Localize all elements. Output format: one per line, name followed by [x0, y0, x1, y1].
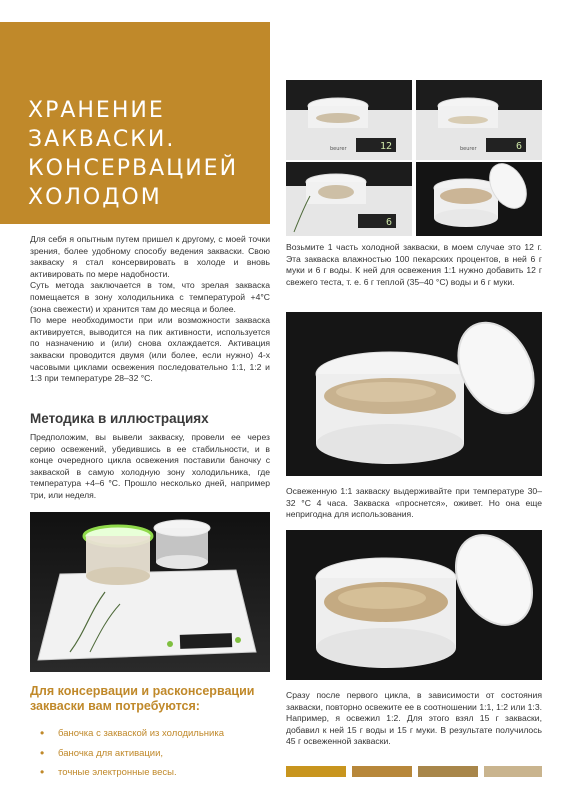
- title-line-2: ЗАКВАСКИ.: [28, 127, 176, 152]
- intro-paragraph-3: По мере необходимости при или возможности закваска активируется, выводится на пик активности, используется по назначению и (или) снова охлаждается. Активация закваски проводится двумя (или более, если нужно) 4-х часовыми циклами освежения последовательно 1:1, 1:2 и 1:3 при температуре 28–32 °С.: [30, 315, 270, 384]
- photo-c-illustration: [286, 162, 412, 236]
- intro-text: [30, 234, 270, 385]
- photo-b-illustration: [416, 80, 542, 160]
- color-swatch: [418, 766, 478, 777]
- title-line-1: ХРАНЕНИЕ: [28, 98, 165, 123]
- photo-refreshed-starter: [286, 312, 542, 476]
- title-line-3: КОНСЕРВАЦИЕЙ: [28, 156, 239, 181]
- scale-display-c: 6: [385, 217, 392, 228]
- scale-brand-b: beurer: [460, 146, 477, 152]
- photo-scale-reading-c: [286, 162, 412, 236]
- title-line-4: ХОЛОДОМ: [28, 185, 162, 210]
- needs-heading-line-2: закваски вам потребуются:: [30, 699, 200, 713]
- color-swatch: [352, 766, 412, 777]
- photo-scale-illustration: [30, 512, 270, 672]
- color-swatch: [286, 766, 346, 777]
- photo-scale-with-jars: [30, 512, 270, 672]
- photo-second-refresh: [286, 530, 542, 680]
- needs-list: [40, 724, 224, 783]
- needs-heading-line-1: Для консервации и расконсервации: [30, 684, 255, 698]
- scale-display-b: 6: [515, 141, 522, 152]
- photo-scale-reading-b: [416, 80, 542, 160]
- intro-paragraph-1: Для себя я опытным путем пришел к другому, с моей точки зрения, более удобному способу ведения закваски. Свою закваску я стал консервировать в холоде и вновь активировать по мере надобности.: [30, 234, 270, 279]
- color-swatch: [484, 766, 542, 777]
- caption-3: Сразу после первого цикла, в зависимости от состояния закваски, повторно освежите ее в соотношении 1:1, 1:2 или 1:3. Например, я освежил 1:2. Для этого взял 15 г закваски, добавил к ней 15 г воды и 15 г муки. В результате получилось 45 г освеженной закваски.: [286, 690, 542, 747]
- method-text: Предположим, вы вывели закваску, провели ее через серию освежений, убедившись в ее стабильности, и в конце очередного цикла освежения поставили баночку с закваской в самую холодную зону холодильника, где температура +4–6 °С. Прошло несколько дней, например три, или неделя.: [30, 432, 270, 500]
- page-title: [28, 96, 268, 212]
- needs-item: • баночка для активации,: [40, 744, 224, 764]
- scale-display-a: 12: [379, 141, 392, 152]
- intro-paragraph-2: Суть метода заключается в том, что зрелая закваска помещается в зону холодильника с температурой +4°C (зона свежести) и хранится там до месяца и более.: [30, 280, 270, 314]
- caption-2: Освеженную 1:1 закваску выдерживайте при температуре 30–32 °С 4 часа. Закваска «проснется», оживет. Но она еще непригодна для использования.: [286, 486, 542, 520]
- photo-jar-open-lid: [416, 162, 542, 236]
- photo-bottom-illustration: [286, 530, 542, 680]
- photo-a-illustration: [286, 80, 412, 160]
- photo-middle-illustration: [286, 312, 542, 476]
- needs-item: • баночка с закваской из холодильника: [40, 724, 224, 744]
- needs-item: • точные электронные весы.: [40, 763, 224, 783]
- caption-1: Возьмите 1 часть холодной закваски, в моем случае это 12 г. Эта закваска влажностью 100 пекарских процентов, в ней 6 г муки и 6 г воды. К ней для освежения 1:1 нужно добавить 12 г свежего теста, т. е. 6 г теплой (35–40 °С) воды и 6 г муки.: [286, 242, 542, 287]
- photo-d-illustration: [416, 162, 542, 236]
- method-heading: Методика в иллюстрациях: [30, 411, 209, 426]
- photo-scale-reading-a: [286, 80, 412, 160]
- needs-heading: [30, 684, 270, 714]
- scale-brand-a: beurer: [330, 146, 347, 152]
